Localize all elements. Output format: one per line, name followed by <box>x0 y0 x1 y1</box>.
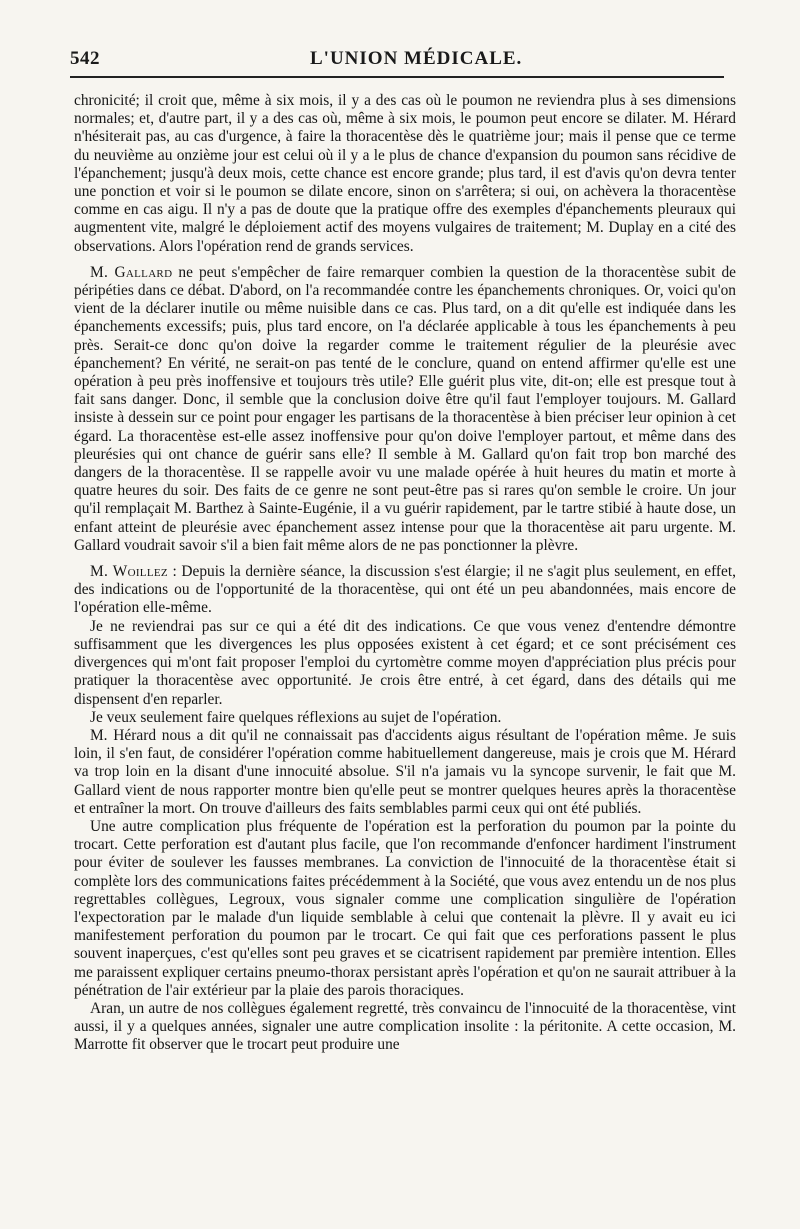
running-title: L'UNION MÉDICALE. <box>310 48 523 69</box>
paragraph-text: : Depuis la dernière séance, la discussion s'est élargie; il ne s'agit plus seulement, en effet, des indications ou de l'opportunité de la thoracentèse, qui ont été un peu abandonnées, mais encore de l'opération elle-même. <box>74 563 736 617</box>
header-rule <box>70 76 724 78</box>
speaker-name: M. Gallard <box>90 263 173 281</box>
paragraph-gallard <box>74 264 736 555</box>
paragraph-text: ne peut s'empêcher de faire remarquer combien la question de la thoracentèse subit de péripéties dans ce débat. D'abord, on l'a recommandée contre les épanchements chroniques. Or, voici qu'on vient de la déclarer inutile ou même nuisible dans ce cas. Plus tard, on a dit qu'elle est indiquée dans les épanchements excessifs; puis, plus tard encore, on l'a déclarée applicable à tous les épanchements à peu près. Serait-ce donc qu'on doive la regarder comme le traitement régulier de la pleurésie avec épanchement? En vérité, ne serait-on pas tenté de le conclure, quand on entend affirmer qu'elle est une opération à peu près inoffensive et toujours très utile? Elle guérit plus vite, dit-on; elle est presque tout à fait sans danger. Donc, il semble que la conclusion doive être qu'il faut l'employer toujours. M. Gallard insiste à dessein sur ce point pour engager les partisans de la thoracentèse à bien préciser leur opinion à cet égard. La thoracentèse est-elle assez inoffensive pour qu'on doive l'employer partout, et même dans des pleurésies qui ont chance de guérir sans elle? Il semble à M. Gallard qu'on fait trop bon marché des dangers de la thoracentèse. Il se rappelle avoir vu une malade opérée à huit heures du matin et morte à quatre heures du soir. Des faits de ce genre ne sont peut-être pas si rares qu'on semble le croire. Un jour qu'il remplaçait M. Barthez à Sainte-Eugénie, il a vu guérir rapidement, par le tartre stibié à haute dose, un enfant atteint de pleurésie avec épanchement assez intense pour que la thoracentèse ait paru urgente. M. Gallard voudrait savoir s'il a bien fait même alors de ne pas ponctionner la plèvre. <box>74 263 737 554</box>
paragraph-text: Une autre complication plus fréquente de l'opération est la perforation du poumon par la pointe du trocart. Cette perforation est d'autant plus facile, que l'on recommande d'enfoncer hardiment l'instrument pour éviter de soulever les fausses membranes. La conviction de l'innocuité de la thoracentèse était si complète lors des communications faites précédemment à la Société, que vous avez entendu un de nos plus regrettables collègues, Legroux, vous signaler comme une complication singulière de l'opération l'expectoration par le malade d'un liquide semblable à celui que contenait la plèvre. Il y avait eu ici manifestement perforation du poumon par le trocart. Ce qui fait que ces perforations passent le plus souvent inaperçues, c'est qu'elles sont peu graves et se cicatrisent rapidement par première intention. Elles me paraissent expliquer certains pneumo-thorax persistant après l'opération et qu'on ne saurait attribuer à la pénétration de l'air extérieur par la plaie des parois thoraciques. <box>74 817 736 999</box>
page-number: 542 <box>70 48 100 69</box>
body-text <box>74 92 736 1055</box>
paragraph-aran <box>74 1000 736 1055</box>
paragraph-herard <box>74 727 736 818</box>
page-header <box>70 48 724 74</box>
paragraph-perforation <box>74 818 736 1000</box>
paragraph-operation-intro <box>74 709 736 727</box>
paragraph-text: Aran, un autre de nos collègues également regretté, très convaincu de l'innocuité de la thoracentèse, vint aussi, il y a quelques années, signaler une autre complication insolite : la péritonite. A cette occasion, M. Marrotte fit observer que le trocart peut produire une <box>74 999 736 1054</box>
paragraph-text: Je veux seulement faire quelques réflexions au sujet de l'opération. <box>90 708 502 726</box>
speaker-name: M. Woillez <box>90 563 168 581</box>
paragraph-text: chronicité; il croit que, même à six mois, il y a des cas où le poumon ne reviendra plus à ses dimensions normales; et, d'autre part, il y a des cas où, même à six mois, le poumon peut encore se dilater. M. Hérard n'hésiterait pas, au cas d'urgence, à faire la thoracentèse dès le quatrième jour; mais il pense que ce terme du neuvième au onzième jour est celui où il y a le plus de chance d'expansion du poumon sans récidive de l'épanchement; jusqu'à deux mois, cette chance est encore grande; plus tard, il est d'avis qu'on devra tenter une ponction et voir si le poumon se dilate encore, sinon on s'arrêtera; si oui, on achèvera la thoracentèse comme en cas aigu. Il n'y a pas de doute que la pratique offre des exemples d'épanchements pleuraux qui augmentent vite, malgré le déploiement actif des moyens vulgaires de traitement; M. Duplay en a cité des observations. Alors l'opération rend de grands services. <box>74 92 736 255</box>
paragraph-woillez <box>74 563 736 618</box>
paragraph-indications <box>74 618 736 709</box>
paragraph-continuation <box>74 92 736 256</box>
paragraph-text: Je ne reviendrai pas sur ce qui a été dit des indications. Ce que vous venez d'entendre démontre suffisamment que les divergences les plus opposées existent à cet égard; et ce sont précisément ces divergences qui m'ont fait proposer l'emploi du cyrtomètre comme moyen d'appréciation plus précis pour pratiquer la thoracentèse avec opportunité. Je crois être entré, à cet égard, dans des détails qui me dispensent d'en reparler. <box>74 617 736 708</box>
paragraph-text: M. Hérard nous a dit qu'il ne connaissait pas d'accidents aigus résultant de l'opération même. Je suis loin, il s'en faut, de considérer l'opération comme habituellement dangereuse, mais je crois que M. Hérard va trop loin en la disant d'une innocuité absolue. S'il n'a jamais vu la syncope survenir, le fait que M. Gallard vient de nous rapporter montre bien qu'elle peut se montrer quelques heures après la thoracentèse et entraîner la mort. On trouve d'ailleurs des faits semblables parmi ceux qui ont été publiés. <box>74 726 736 817</box>
